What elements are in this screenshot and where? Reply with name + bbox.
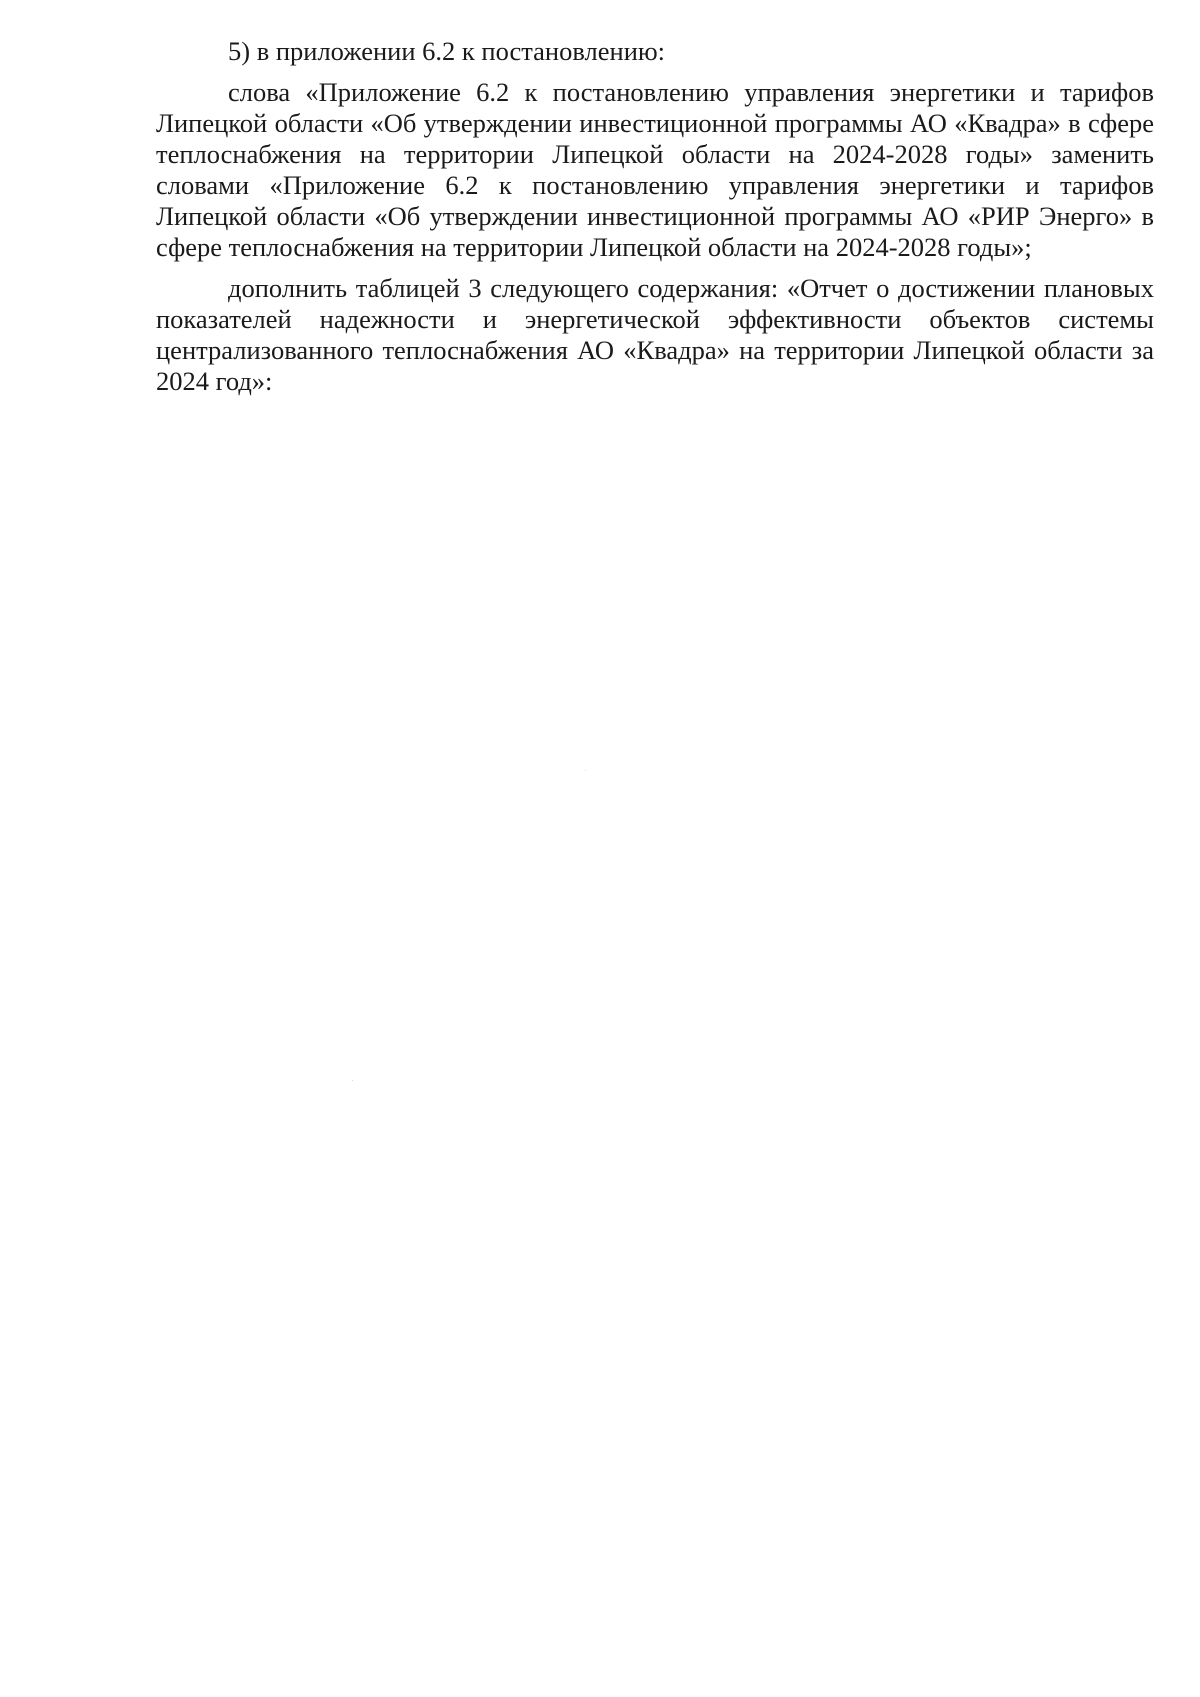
paragraph-replace-words: слова «Приложение 6.2 к постановлению управления энергетики и тарифов Липецкой области «Об утверждении инвестиционной программы АО «Квадра» в сфере теплоснабжения на территории Липецкой области на 2024-2028 годы» заменить словами «Приложение 6.2 к постановлению управления энергетики и тарифов Липецкой области «Об утверждении инвестиционной программы АО «РИР Энерго» в сфере теплоснабжения на территории Липецкой области на 2024-2028 годы»; xyxy=(156,77,1154,262)
paragraph-add-table: дополнить таблицей 3 следующего содержания: «Отчет о достижении плановых показателей надежности и энергетической эффективности объектов системы централизованного теплоснабжения АО «Квадра» на территории Липецкой области за 2024 год»: xyxy=(156,273,1154,396)
scan-speck xyxy=(585,770,586,771)
paragraph-item-5: 5) в приложении 6.2 к постановлению: xyxy=(228,36,666,66)
scan-speck xyxy=(352,1080,353,1081)
document-body xyxy=(156,36,1154,407)
